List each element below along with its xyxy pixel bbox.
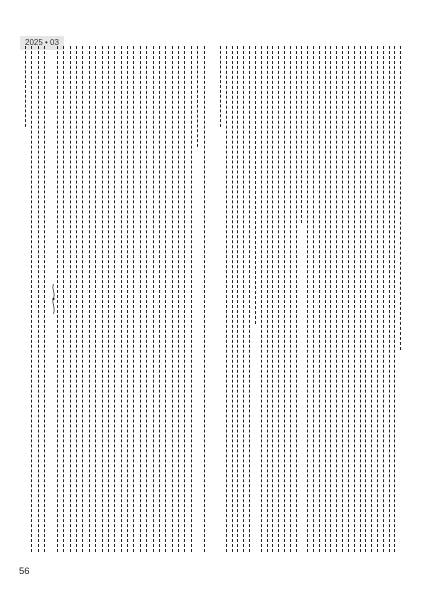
section-divider-ornament [51,46,56,552]
text-line [133,46,139,552]
text-line [82,46,88,552]
text-line [108,46,114,552]
text-line [70,46,76,552]
text-line [95,46,101,552]
text-line [44,46,50,552]
text-line [197,46,203,147]
text-line [102,46,108,552]
text-line [114,46,120,552]
text-line [51,46,56,552]
text-line [76,46,82,552]
text-line [25,46,31,127]
text-line [127,46,133,552]
text-line [204,46,209,552]
text-line [38,46,44,552]
text-line [57,46,63,552]
text-line [178,46,184,552]
text-line [400,46,405,350]
page-number: 56 [19,566,30,577]
text-line [140,46,146,552]
text-line [172,46,178,552]
issue-tag: 2025 • 03 [20,36,64,50]
text-line [63,46,69,552]
text-column-left [24,46,209,552]
text-line [159,46,165,552]
text-line [165,46,171,552]
text-line [153,46,159,552]
text-line [184,46,190,552]
text-line [191,46,197,552]
text-line [89,46,95,552]
text-line [31,46,37,552]
text-line [146,46,152,552]
text-line [121,46,127,552]
text-column-right [219,46,405,552]
